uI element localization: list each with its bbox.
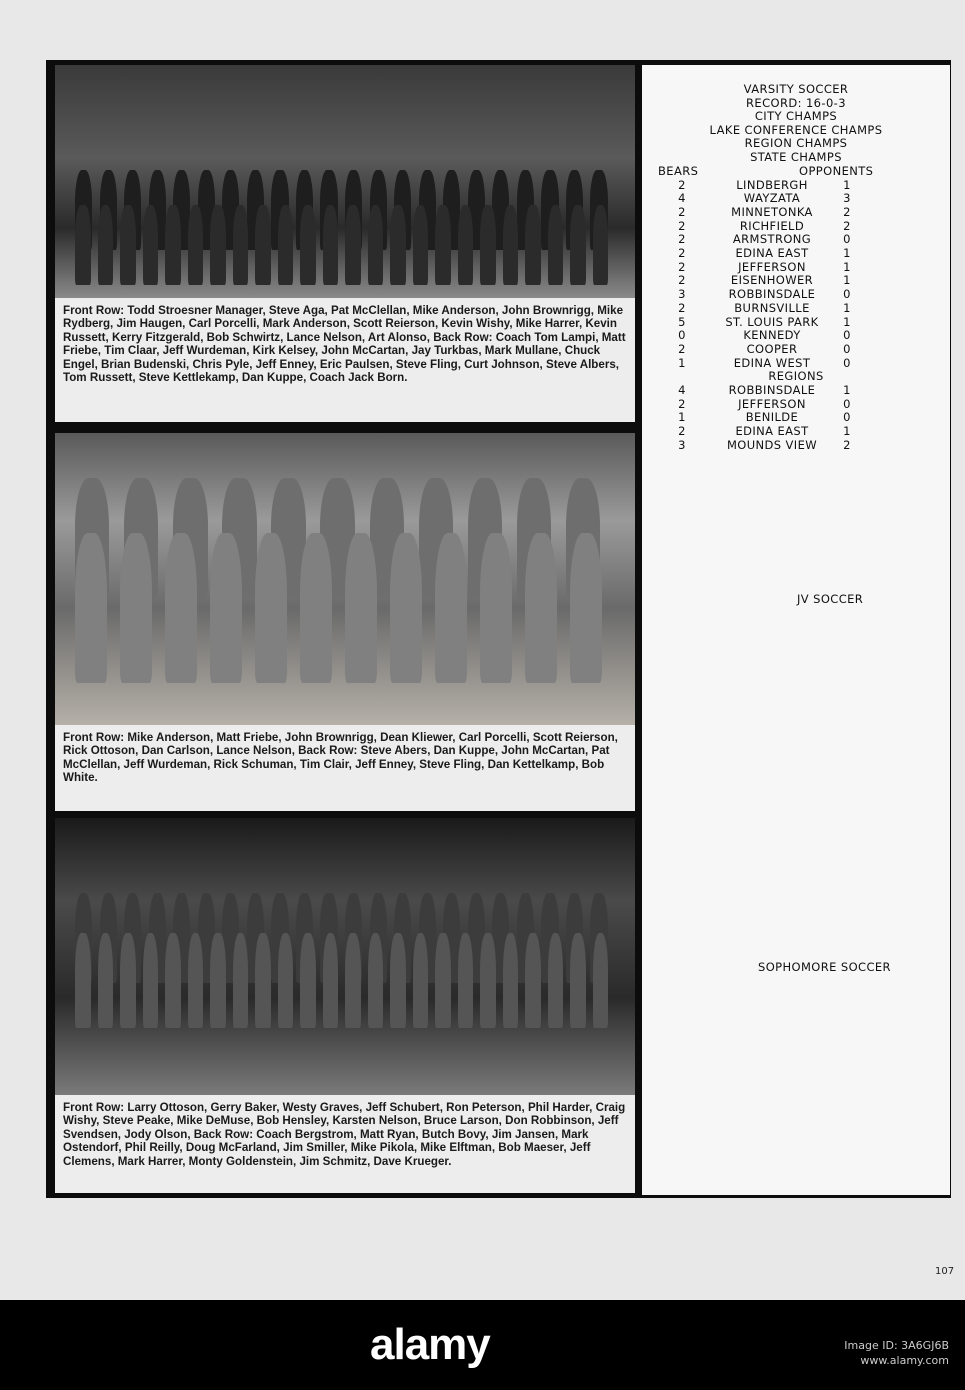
opponent-name: JEFFERSON [738, 259, 806, 274]
player-figure [75, 205, 91, 285]
opponent-score: 1 [843, 259, 851, 274]
player-figure [525, 205, 541, 285]
game-row [642, 287, 950, 301]
player-figure [480, 205, 496, 285]
game-row [642, 246, 950, 260]
opponent-score: 1 [843, 314, 851, 329]
player-figure [323, 933, 339, 1028]
player-figure [525, 533, 557, 683]
player-figure [300, 533, 332, 683]
opponent-name: EDINA WEST [733, 355, 811, 370]
opponent-name: BURNSVILLE [734, 300, 810, 315]
opponent-score: 2 [843, 218, 851, 233]
opponents-header: OPPONENTS [799, 164, 874, 178]
player-figure [570, 533, 602, 683]
opponent-score: 0 [843, 396, 851, 411]
opponent-score: 0 [843, 328, 851, 343]
player-figure [165, 205, 181, 285]
player-figure [255, 533, 287, 683]
player-figure [345, 205, 361, 285]
player-figure [548, 933, 564, 1028]
honor: STATE CHAMPS [750, 149, 842, 164]
player-figure [210, 205, 226, 285]
game-row [642, 178, 950, 192]
opponent-score: 2 [843, 437, 851, 452]
player-figure [570, 933, 586, 1028]
game-row [642, 301, 950, 315]
player-figure [435, 933, 451, 1028]
opponent-score: 1 [843, 300, 851, 315]
player-figure [570, 205, 586, 285]
player-figure [233, 205, 249, 285]
game-row [642, 342, 950, 356]
opponent-name: WAYZATA [743, 191, 801, 206]
player-figure [165, 533, 197, 683]
opponent-score: 3 [843, 191, 851, 206]
player-figure [98, 205, 114, 285]
player-figure [143, 205, 159, 285]
player-figure [458, 205, 474, 285]
opponent-name: JEFFERSON [738, 396, 806, 411]
bears-score: 0 [678, 328, 686, 343]
varsity-record: RECORD: 16-0-3 [746, 95, 846, 110]
opponent-name: ARMSTRONG [732, 232, 812, 247]
honor: REGION CHAMPS [744, 136, 848, 150]
jv-title: JV SOCCER [797, 592, 864, 606]
player-figure [503, 933, 519, 1028]
bears-score: 1 [678, 355, 686, 370]
player-figure [75, 533, 107, 683]
player-figure [435, 205, 451, 285]
player-figure [300, 205, 316, 285]
game-row [642, 397, 950, 411]
watermark-bar [0, 1300, 965, 1390]
player-figure [278, 933, 294, 1028]
image-id: Image ID: 3A6GJ6B [844, 1339, 949, 1352]
player-figure [390, 933, 406, 1028]
player-figure [120, 533, 152, 683]
bears-score: 5 [678, 314, 686, 329]
player-figure [75, 933, 91, 1028]
player-figure [503, 205, 519, 285]
opponent-name: BENILDE [745, 410, 799, 425]
player-figure [390, 533, 422, 683]
game-row [642, 438, 950, 452]
bears-score: 3 [678, 437, 686, 452]
bears-score: 2 [678, 204, 686, 219]
opponent-score: 0 [843, 287, 851, 302]
watermark-id [844, 1338, 949, 1368]
game-row [642, 260, 950, 274]
bears-score: 4 [678, 383, 686, 397]
varsity-title: VARSITY SOCCER [743, 82, 849, 96]
game-row [642, 273, 950, 287]
player-figure [120, 933, 136, 1028]
game-row [642, 356, 950, 370]
game-row [642, 205, 950, 219]
player-figure [98, 933, 114, 1028]
bears-score: 2 [678, 232, 686, 247]
opponent-name: RICHFIELD [739, 218, 805, 233]
game-row [642, 315, 950, 329]
player-figure [165, 933, 181, 1028]
opponent-name: ROBBINSDALE [728, 287, 816, 302]
opponent-name: LINDBERGH [736, 177, 808, 192]
opponent-score: 0 [843, 341, 851, 356]
opponent-score: 1 [843, 424, 851, 439]
player-figure [120, 205, 136, 285]
jv-team-photo [55, 433, 635, 725]
player-figure [458, 933, 474, 1028]
opponent-name: COOPER [746, 341, 798, 356]
opponent-score: 1 [843, 246, 851, 260]
bears-score: 2 [678, 218, 686, 233]
opponent-name: KENNEDY [743, 328, 801, 343]
player-figure [278, 205, 294, 285]
player-figure [143, 933, 159, 1028]
watermark-logo: alamy [370, 1320, 490, 1369]
opponent-score: 0 [843, 410, 851, 425]
opponent-name: EDINA EAST [735, 246, 809, 260]
varsity-team-photo [55, 65, 635, 298]
results-column [642, 65, 950, 1195]
player-figure [255, 205, 271, 285]
bears-header: BEARS [658, 164, 699, 178]
regions-label: REGIONS [768, 369, 824, 384]
player-figure [210, 533, 242, 683]
bears-score: 4 [678, 191, 686, 206]
opponent-score: 1 [843, 383, 851, 397]
opponent-name: MOUNDS VIEW [726, 437, 818, 452]
game-row [642, 328, 950, 342]
game-row [642, 232, 950, 246]
bears-score: 2 [678, 424, 686, 439]
page-number: 107 [935, 1266, 955, 1277]
bears-score: 2 [678, 273, 686, 288]
sophomore-team-photo [55, 818, 635, 1095]
game-row [642, 410, 950, 424]
opponent-score: 1 [843, 177, 851, 192]
player-figure [525, 933, 541, 1028]
opponent-score: 1 [843, 273, 851, 288]
game-row [642, 383, 950, 397]
player-figure [368, 933, 384, 1028]
player-figure [390, 205, 406, 285]
opponent-score: 0 [843, 232, 851, 247]
bears-score: 2 [678, 396, 686, 411]
game-row [642, 424, 950, 438]
bears-score: 2 [678, 259, 686, 274]
varsity-caption: Front Row: Todd Stroesner Manager, Steve Aga, Pat McClellan, Mike Anderson, John Brownrigg, Mike Rydberg, Jim Haugen, Carl Porcelli, Mark Anderson, Scott Reierson, Kevin Wishy, Mike Harrer, Kevin Russett, Kerry Fitzgerald, Bob Schwirtz, Lance Nelson, Art Alonso, Back Row: Coach Tom Lampi, Matt Friebe, Tim Claar, Jeff Wurdeman, Kirk Kelsey, John McCartan, Jay Turkbas, Mark Mullane, Chuck Engel, Brian Budenski, Chris Pyle, Jeff Enney, Eric Paulsen, Steve Fling, Curt Johnson, Steve Albers, Tom Russett, Steve Kettlekamp, Dan Kuppe, Coach Jack Born. [55, 298, 635, 422]
opponent-score: 0 [843, 355, 851, 370]
sophomore-title: SOPHOMORE SOCCER [758, 960, 891, 974]
bears-score: 3 [678, 287, 686, 302]
player-figure [345, 933, 361, 1028]
bears-score: 2 [678, 246, 686, 260]
jv-caption: Front Row: Mike Anderson, Matt Friebe, John Brownrigg, Dean Kliewer, Carl Porcelli, Scott Reierson, Rick Ottoson, Dan Carlson, Lance Nelson, Back Row: Steve Abers, Dan Kuppe, John McCartan, Pat McClellan, Jeff Wurdeman, Rick Schuman, Tim Clair, Jeff Enney, Steve Fling, Dan Kettelkamp, Bob White. [55, 725, 635, 811]
site: www.alamy.com [860, 1354, 949, 1367]
player-figure [593, 933, 609, 1028]
player-figure [548, 205, 564, 285]
honor: CITY CHAMPS [754, 109, 838, 123]
player-figure [188, 205, 204, 285]
honor: LAKE CONFERENCE CHAMPS [709, 122, 883, 137]
player-figure [345, 533, 377, 683]
bears-score: 1 [678, 410, 686, 425]
sophomore-caption: Front Row: Larry Ottoson, Gerry Baker, Westy Graves, Jeff Schubert, Ron Peterson, Phil Harder, Craig Wishy, Steve Peake, Mike DeMuse, Bob Hensley, Karsten Nelson, Bruce Larson, Don Robbinson, Jeff Svendsen, Jody Olson, Back Row: Coach Bergstrom, Matt Ryan, Butch Bovy, Jim Jansen, Mark Ostendorf, Phil Reilly, Doug McFarland, Jim Smiller, Mike Pikola, Mike Elftman, Bob Maeser, Jeff Clemens, Mark Harrer, Monty Goldenstein, Jim Schmitz, Dave Krueger. [55, 1095, 635, 1193]
player-figure [435, 533, 467, 683]
player-figure [480, 533, 512, 683]
bears-score: 2 [678, 300, 686, 315]
player-figure [413, 933, 429, 1028]
player-figure [233, 933, 249, 1028]
player-figure [368, 205, 384, 285]
player-figure [593, 205, 609, 285]
player-figure [323, 205, 339, 285]
opponent-name: EDINA EAST [735, 424, 809, 439]
bears-score: 2 [678, 341, 686, 356]
bears-score: 2 [678, 177, 686, 192]
player-figure [210, 933, 226, 1028]
opponent-score: 2 [843, 204, 851, 219]
player-figure [255, 933, 271, 1028]
opponent-name: MINNETONKA [731, 204, 813, 219]
opponent-name: ROBBINSDALE [728, 383, 816, 397]
player-figure [188, 933, 204, 1028]
game-row [642, 219, 950, 233]
player-figure [480, 933, 496, 1028]
player-figure [413, 205, 429, 285]
opponent-name: ST. LOUIS PARK [725, 314, 819, 329]
opponent-name: EISENHOWER [730, 273, 814, 288]
player-figure [300, 933, 316, 1028]
game-row [642, 191, 950, 205]
